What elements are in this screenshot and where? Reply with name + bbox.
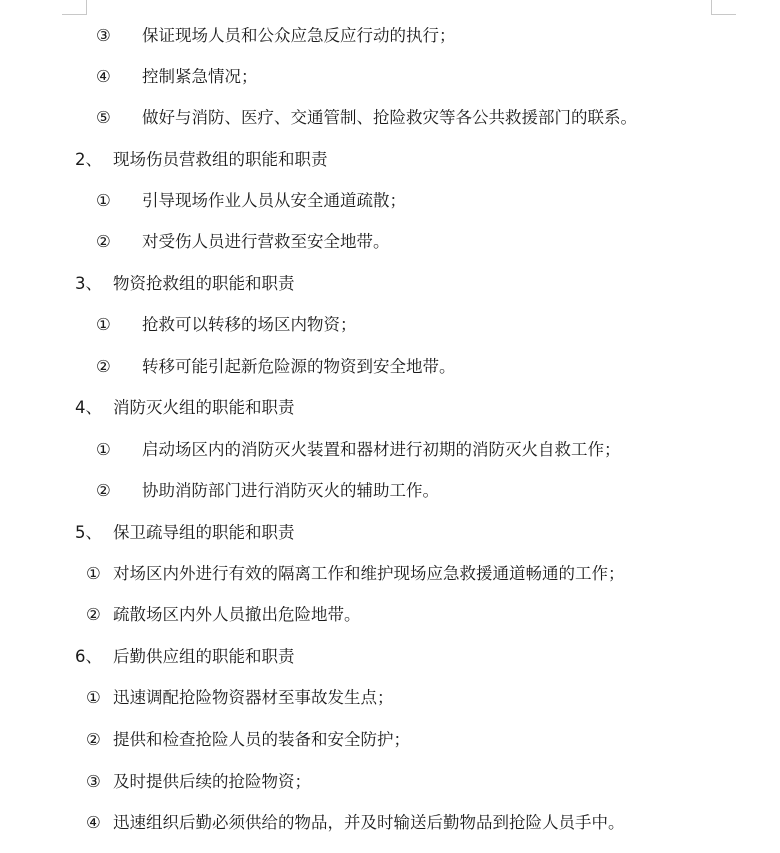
item-marker: ② bbox=[96, 481, 111, 500]
item-marker: ① bbox=[96, 315, 111, 334]
item-marker: ② bbox=[96, 232, 111, 251]
item-marker: ④ bbox=[96, 67, 111, 86]
crop-mark-right bbox=[711, 0, 736, 15]
item-text: 对场区内外进行有效的隔离工作和维护现场应急救援通道畅通的工作； bbox=[113, 564, 625, 583]
item-text: 迅速调配抢险物资器材至事故发生点； bbox=[113, 688, 394, 707]
item-text: 迅速组织后勤必须供给的物品，并及时输送后勤物品到抢险人员手中。 bbox=[113, 813, 625, 832]
section-title: 消防灭火组的职能和职责 bbox=[113, 398, 295, 417]
item-text: 抢救可以转移的场区内物资； bbox=[142, 315, 357, 334]
item-marker: ② bbox=[86, 605, 101, 624]
item-marker: ① bbox=[96, 440, 111, 459]
item-marker: ① bbox=[86, 564, 101, 583]
item-text: 疏散场区内外人员撤出危险地带。 bbox=[113, 605, 361, 624]
item-text: 启动场区内的消防灭火装置和器材进行初期的消防灭火自救工作； bbox=[142, 440, 621, 459]
section-title: 现场伤员营救组的职能和职责 bbox=[113, 150, 328, 169]
item-text: 转移可能引起新危险源的物资到安全地带。 bbox=[142, 357, 456, 376]
item-marker: ② bbox=[96, 357, 111, 376]
item-marker: ⑤ bbox=[96, 108, 111, 127]
item-text: 对受伤人员进行营救至安全地带。 bbox=[142, 232, 390, 251]
section-title: 后勤供应组的职能和职责 bbox=[113, 647, 295, 666]
item-marker: ② bbox=[86, 730, 101, 749]
item-text: 协助消防部门进行消防灭火的辅助工作。 bbox=[142, 481, 439, 500]
item-text: 提供和检查抢险人员的装备和安全防护； bbox=[113, 730, 410, 749]
item-text: 做好与消防、医疗、交通管制、抢险救灾等各公共救援部门的联系。 bbox=[142, 108, 637, 127]
section-number: 6、 bbox=[75, 647, 102, 666]
item-marker: ③ bbox=[86, 772, 101, 791]
section-number: 5、 bbox=[75, 523, 102, 542]
section-number: 4、 bbox=[75, 398, 102, 417]
section-title: 物资抢救组的职能和职责 bbox=[113, 274, 295, 293]
crop-mark-left bbox=[62, 0, 87, 15]
item-marker: ④ bbox=[86, 813, 101, 832]
section-title: 保卫疏导组的职能和职责 bbox=[113, 523, 295, 542]
item-text: 引导现场作业人员从安全通道疏散； bbox=[142, 191, 406, 210]
item-marker: ① bbox=[86, 688, 101, 707]
item-text: 及时提供后续的抢险物资； bbox=[113, 772, 311, 791]
item-marker: ① bbox=[96, 191, 111, 210]
item-text: 控制紧急情况； bbox=[142, 67, 258, 86]
item-marker: ③ bbox=[96, 26, 111, 45]
section-number: 3、 bbox=[75, 274, 102, 293]
section-number: 2、 bbox=[75, 150, 102, 169]
item-text: 保证现场人员和公众应急反应行动的执行； bbox=[142, 26, 456, 45]
